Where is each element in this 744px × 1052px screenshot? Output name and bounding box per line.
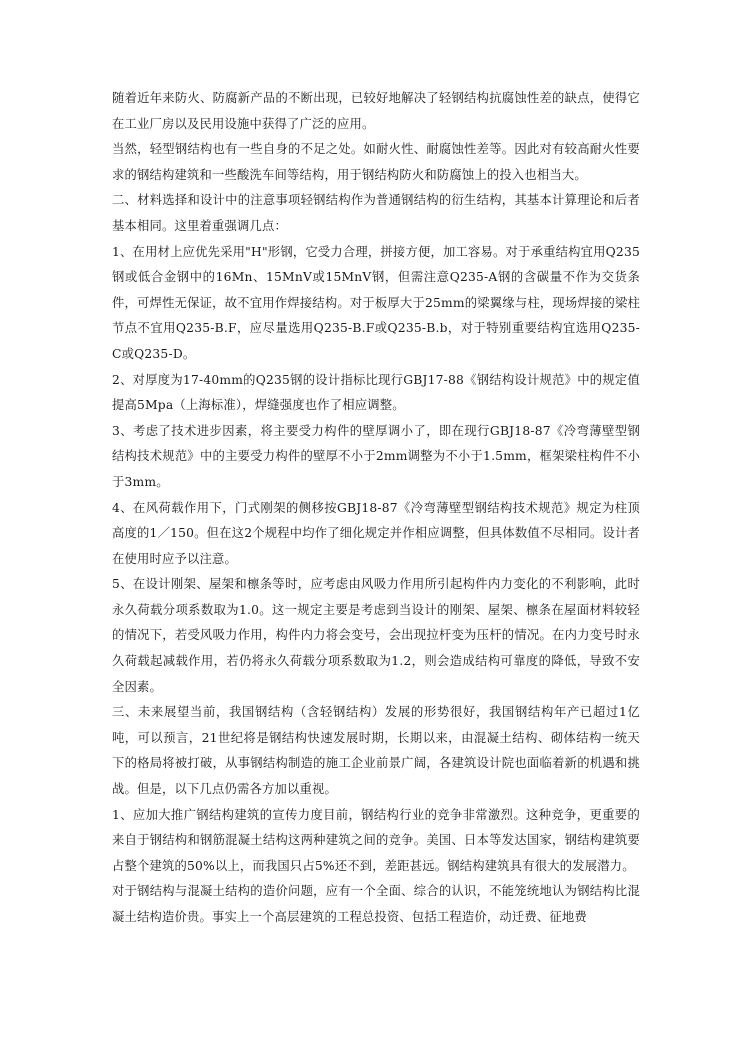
paragraph-shortcomings: 当然，轻型钢结构也有一些自身的不足之处。如耐火性、耐腐蚀性差等。因此对有较高耐火性要求的钢结构建筑和一些酸洗车间等结构，用于钢结构防火和防腐蚀上的投入也相当大。 xyxy=(112,142,640,182)
paragraph-item-1-materials: 1、在用材上应优先采用"H"形钢，它受力合理，拼接方便，加工容易。对于承重结构宜用Q235钢或低合金钢中的16Mn、15MnV或15MnV钢，但需注意Q235-A钢的含碳量不作为交货条件，可焊性无保证，故不宜用作焊接结构。对于板厚大于25mm的梁翼缘与柱，现场焊接的梁柱节点不宜用Q235-B.F，应尽量选用Q235-B.F或Q235-B.b，对于特别重要结构宜选用Q235-C或Q235-D。 xyxy=(112,244,640,361)
paragraph-item-3-wall-thickness: 3、考虑了技术进步因素，将主要受力构件的壁厚调小了，即在现行GBJ18-87《冷弯薄壁型钢结构技术规范》中的主要受力构件的壁厚不小于2mm调整为不小于1.5mm，框架梁柱构件不小于3mm。 xyxy=(112,423,640,489)
document-body xyxy=(112,86,640,931)
paragraph-section-two-heading: 二、材料选择和设计中的注意事项轻钢结构作为普通钢结构的衍生结构，其基本计算理论和后者基本相同。这里着重强调几点： xyxy=(112,193,640,233)
paragraph-cost-comparison: 对于钢结构与混凝土结构的造价问题，应有一个全面、综合的认识，不能笼统地认为钢结构比混凝土结构造价贵。事实上一个高层建筑的工程总投资、包括工程造价，动迁费、征地费 xyxy=(112,884,640,924)
paragraph-promotion: 1、应加大推广钢结构建筑的宣传力度目前，钢结构行业的竞争非常激烈。这种竞争，更重要的来自于钢结构和钢筋混凝土结构这两种建筑之间的竞争。美国、日本等发达国家，钢结构建筑要占整个建筑的50%以上，而我国只占5%还不到，差距甚远。钢结构建筑具有很大的发展潜力。 xyxy=(112,807,640,873)
paragraph-item-4-wind-load: 4、在风荷载作用下，门式刚架的侧移按GBJ18-87《冷弯薄壁型钢结构技术规范》规定为柱顶高度的1／150。但在这2个规程中均作了细化规定并作相应调整，但具体数值不尽相同。设计者在使用时应予以注意。 xyxy=(112,500,640,566)
paragraph-intro-corrosion: 随着近年来防火、防腐新产品的不断出现，已较好地解决了轻钢结构抗腐蚀性差的缺点，使得它在工业厂房以及民用设施中获得了广泛的应用。 xyxy=(112,91,640,131)
paragraph-item-5-wind-suction: 5、在设计刚架、屋架和檩条等时，应考虑由风吸力作用所引起构件内力变化的不利影响，此时永久荷载分项系数取为1.0。这一规定主要是考虑到当设计的刚架、屋架、檩条在屋面材料较轻的情况下，若受风吸力作用，构件内力将会变号，会出现拉杆变为压杆的情况。在内力变号时永久荷载起减载作用，若仍将永久荷载分项系数取为1.2，则会造成结构可靠度的降低，导致不安全因素。 xyxy=(112,577,640,694)
paragraph-item-2-thickness: 2、对厚度为17-40mm的Q235钢的设计指标比现行GBJ17-88《钢结构设计规范》中的规定值提高5Mpa（上海标准），焊缝强度也作了相应调整。 xyxy=(112,372,640,413)
paragraph-section-three-outlook: 三、未来展望当前，我国钢结构（含轻钢结构）发展的形势很好，我国钢结构年产已超过1亿吨，可以预言，21世纪将是钢结构快速发展时期，长期以来，由混凝土结构、砌体结构一统天下的格局将被打破，从事钢结构制造的施工企业前景广阔，各建筑设计院也面临着新的机遇和挑战。但是，以下几点仍需各方加以重视。 xyxy=(112,705,640,797)
